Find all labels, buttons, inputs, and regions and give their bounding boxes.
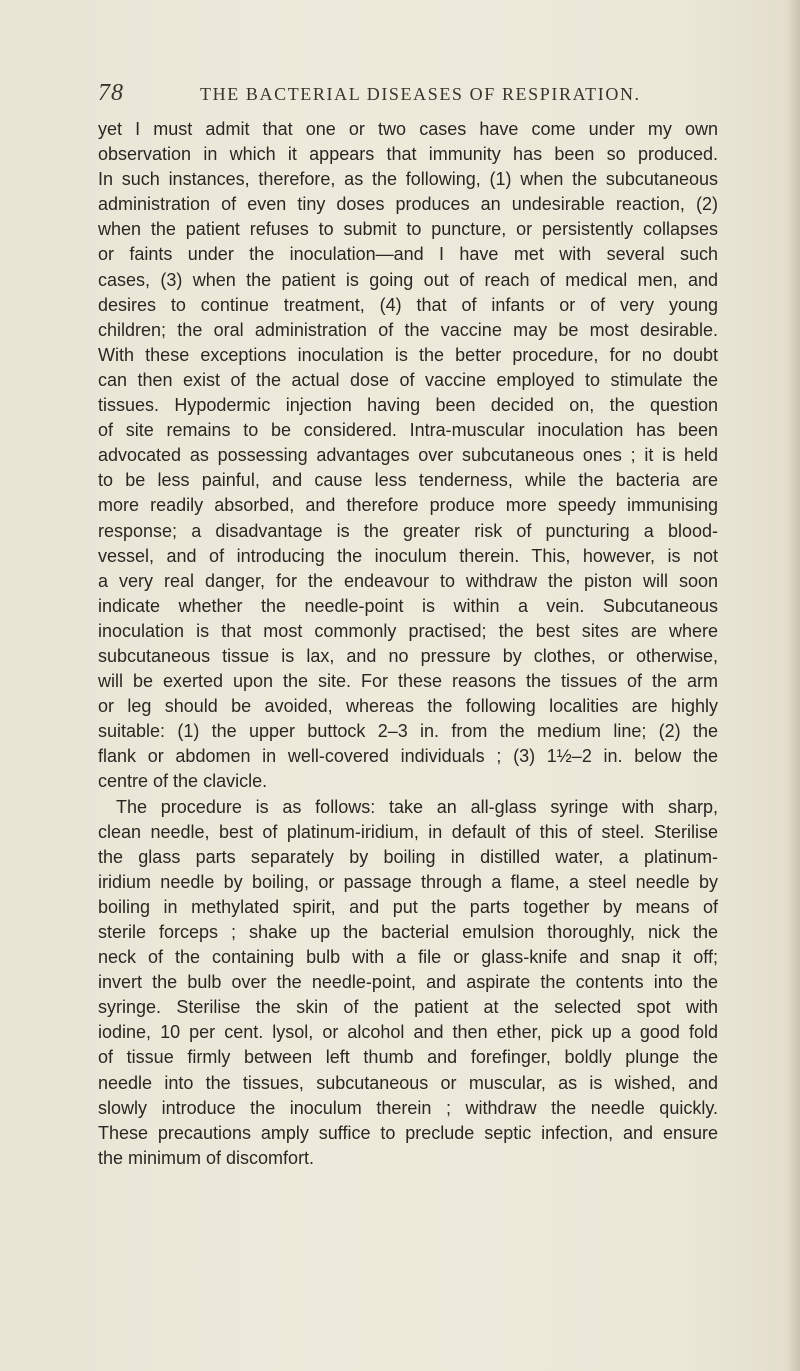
text-line: the minimum of discomfort. xyxy=(98,1147,315,1168)
text-line: will be exerted upon the site. For these reasons the tissues of the arm xyxy=(98,671,718,692)
text-line: cases, (3) when the patient is going out of reach of medical men, and xyxy=(98,269,718,290)
text-line: tissues. Hypodermic injection having been decided on, the question xyxy=(98,395,718,416)
text-line: These precautions amply suffice to preclude septic infection, and ensure xyxy=(98,1122,718,1143)
page-edge-shadow xyxy=(786,0,800,1371)
body-text xyxy=(98,117,718,1171)
text-line: inoculation is that most commonly practised; the best sites are where xyxy=(98,620,718,641)
text-line: neck of the containing bulb with a file or glass-knife and snap it off; xyxy=(98,947,718,968)
text-line: suitable: (1) the upper buttock 2–3 in. from the medium line; (2) the xyxy=(98,721,718,742)
text-line: children; the oral administration of the vaccine may be most desirable. xyxy=(98,319,718,340)
text-line: indicate whether the needle-point is within a vein. Subcutaneous xyxy=(98,595,718,616)
text-line: clean needle, best of platinum-iridium, in default of this of steel. Sterilise xyxy=(98,821,718,842)
text-line: subcutaneous tissue is lax, and no pressure by clothes, or otherwise, xyxy=(98,645,718,666)
text-line: desires to continue treatment, (4) that of infants or of very young xyxy=(98,294,718,315)
text-line: centre of the clavicle. xyxy=(98,771,268,792)
text-line: can then exist of the actual dose of vaccine employed to stimulate the xyxy=(98,369,718,390)
text-line: a very real danger, for the endeavour to withdraw the piston will soon xyxy=(98,570,718,591)
text-line: of tissue firmly between left thumb and forefinger, boldly plunge the xyxy=(98,1047,718,1068)
text-line: response; a disadvantage is the greater risk of puncturing a blood- xyxy=(98,520,718,541)
text-line: advocated as possessing advantages over subcutaneous ones ; it is held xyxy=(98,445,718,466)
text-line: flank or abdomen in well-covered individuals ; (3) 1½–2 in. below the xyxy=(98,746,718,767)
text-line: observation in which it appears that immunity has been so produced. xyxy=(98,144,718,165)
text-line: administration of even tiny doses produces an undesirable reaction, (2) xyxy=(98,194,718,215)
text-line: more readily absorbed, and therefore produce more speedy immunising xyxy=(98,495,718,516)
text-line: iodine, 10 per cent. lysol, or alcohol and then ether, pick up a good fold xyxy=(98,1022,718,1043)
text-line: syringe. Sterilise the skin of the patient at the selected spot with xyxy=(98,997,718,1018)
text-line: boiling in methylated spirit, and put the parts together by means of xyxy=(98,896,718,917)
text-line: the glass parts separately by boiling in distilled water, a platinum- xyxy=(98,846,718,867)
text-line: slowly introduce the inoculum therein ; withdraw the needle quickly. xyxy=(98,1097,718,1118)
running-title: THE BACTERIAL DISEASES OF RESPIRATION. xyxy=(200,84,641,104)
text-line: or leg should be avoided, whereas the following localities are highly xyxy=(98,696,718,717)
text-line: to be less painful, and cause less tenderness, while the bacteria are xyxy=(98,470,718,491)
text-line: invert the bulb over the needle-point, and aspirate the contents into the xyxy=(98,972,718,993)
text-line: yet I must admit that one or two cases have come under my own xyxy=(98,119,718,139)
running-head xyxy=(98,80,738,112)
text-line: iridium needle by boiling, or passage through a flame, a steel needle by xyxy=(98,871,718,892)
text-line: sterile forceps ; shake up the bacterial emulsion thoroughly, nick the xyxy=(98,922,718,942)
text-line: when the patient refuses to submit to puncture, or persistently collapses xyxy=(98,219,718,240)
text-line: needle into the tissues, subcutaneous or muscular, as is wished, and xyxy=(98,1072,718,1093)
text-line: vessel, and of introducing the inoculum therein. This, however, is not xyxy=(98,545,718,566)
text-line: or faints under the inoculation—and I have met with several such xyxy=(98,244,718,265)
text-line: With these exceptions inoculation is the better procedure, for no doubt xyxy=(98,344,718,365)
text-line: In such instances, therefore, as the following, (1) when the subcutaneous xyxy=(98,169,718,190)
text-line: of site remains to be considered. Intra-muscular inoculation has been xyxy=(98,420,718,441)
text-line: The procedure is as follows: take an all-glass syringe with sharp, xyxy=(116,796,718,817)
page-number: 78 xyxy=(98,80,124,106)
